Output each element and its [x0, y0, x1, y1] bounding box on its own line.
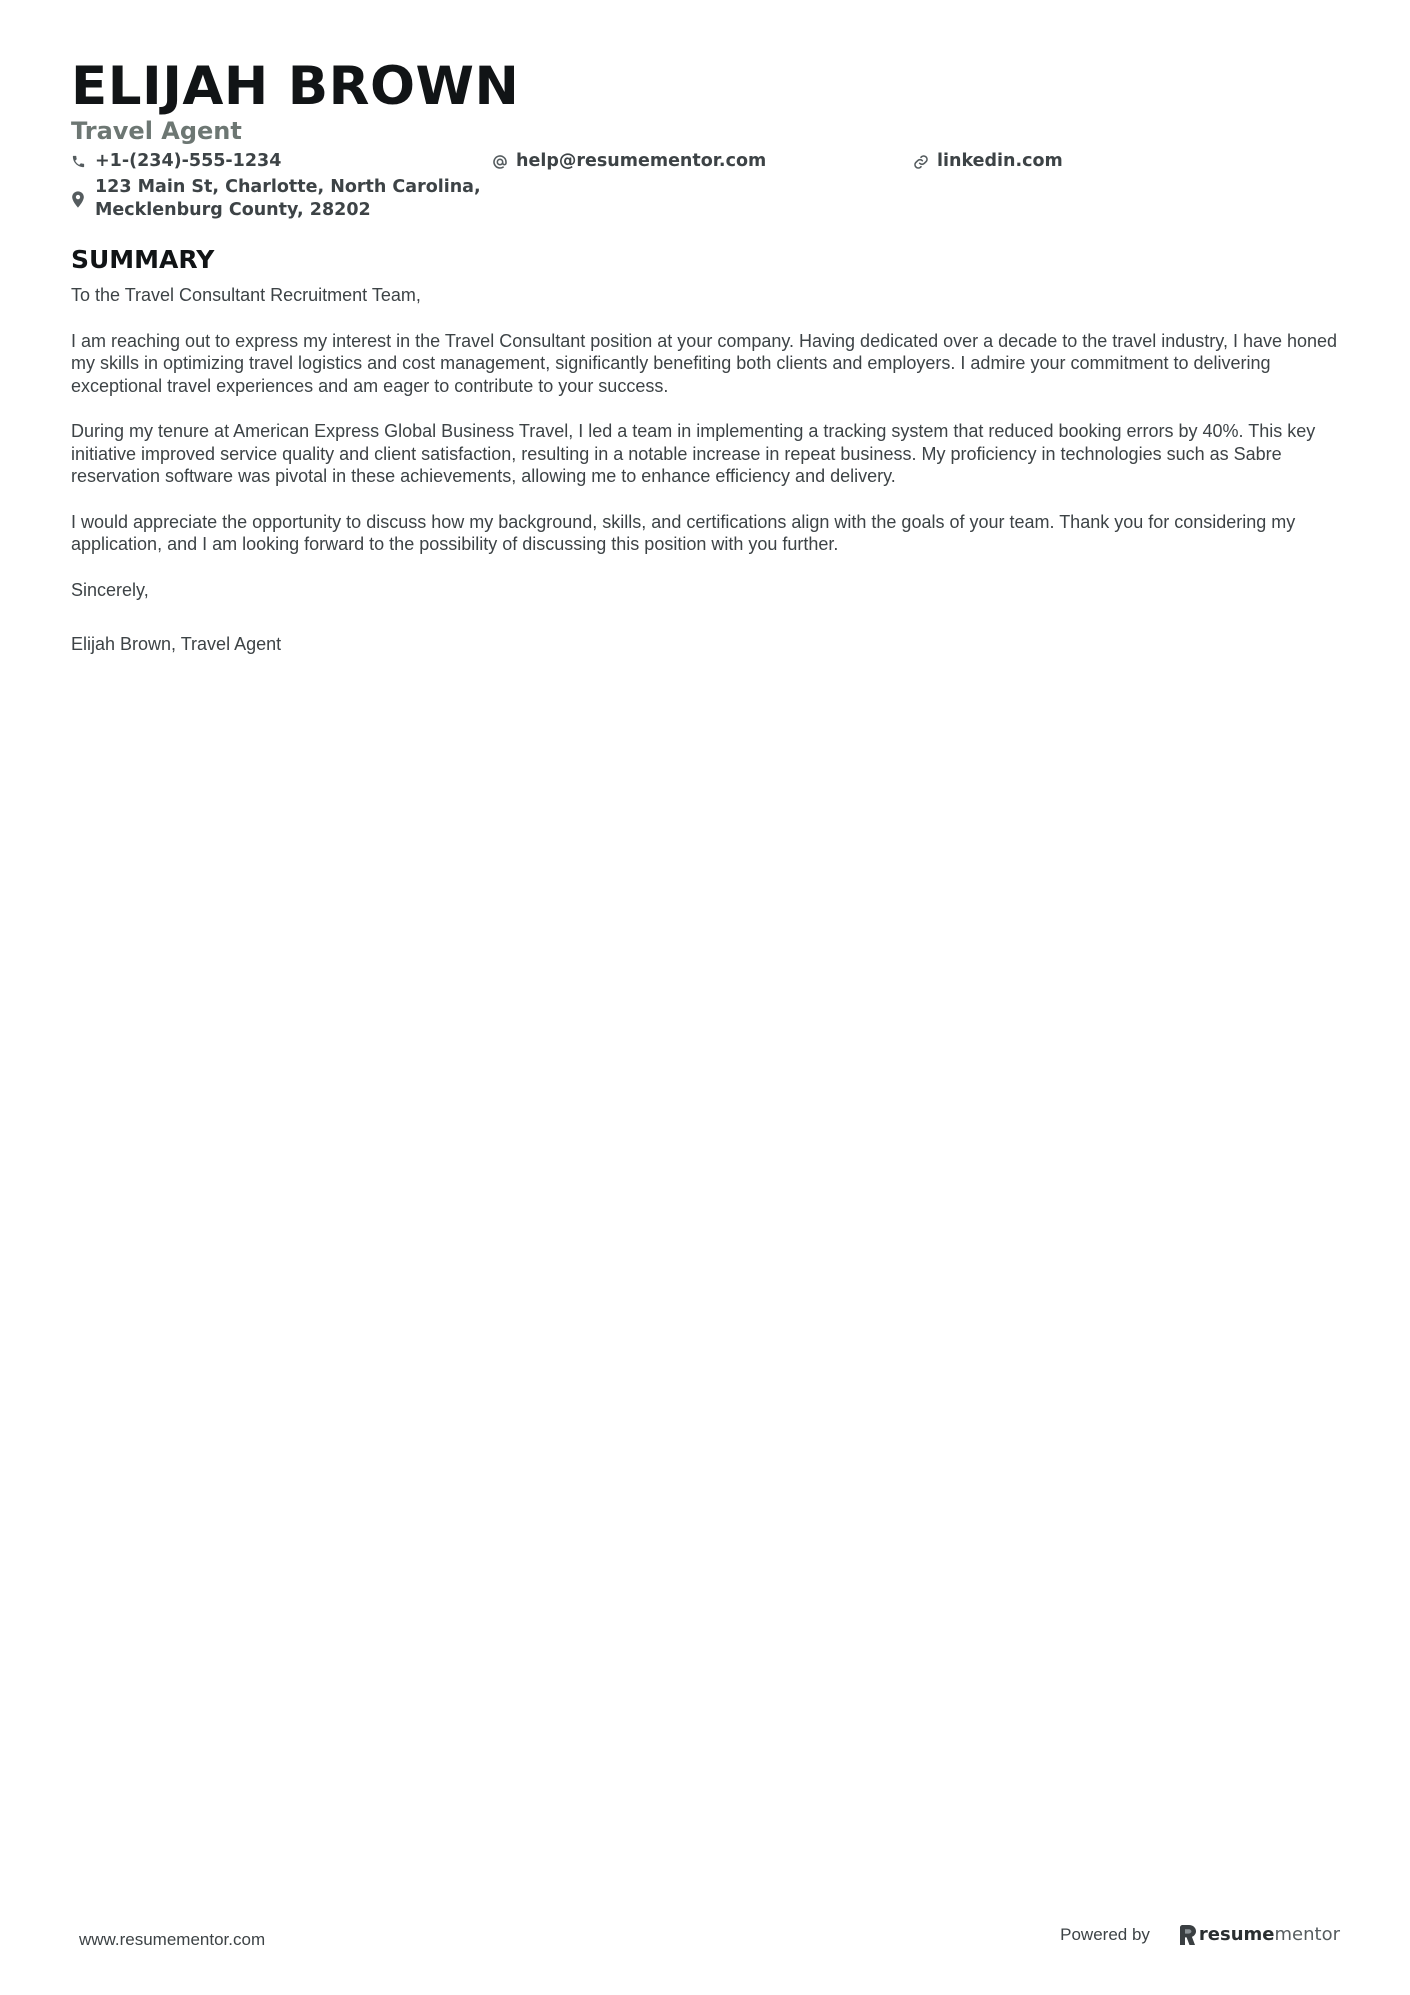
link-icon: [913, 150, 932, 173]
summary-heading: SUMMARY: [71, 245, 215, 274]
letter-paragraph: During my tenure at American Express Global Business Travel, I led a team in implementing a tracking system that reduced booking errors by 40%. This key initiative improved service quality and client satisfaction, resulting in a notable increase in repeat business. My proficiency in technologies such as Sabre reservation software was pivotal in these achievements, allowing me to enhance efficiency and delivery.: [71, 421, 1316, 486]
letter-paragraph: I am reaching out to express my interest in the Travel Consultant position at your company. Having dedicated over a decade to the travel industry, I have honed my skills in optimizing travel logistics and cost management, significantly benefiting both clients and employers. I admire your commitment to delivering exceptional travel experiences and am eager to contribute to your success.: [71, 330, 1338, 396]
footer-website[interactable]: www.resumementor.com: [79, 1930, 266, 1949]
contact-email: [492, 150, 766, 173]
brand-logo[interactable]: [1180, 1924, 1340, 1945]
cover-letter-body: [71, 284, 1341, 679]
website-link[interactable]: linkedin.com: [937, 151, 1063, 171]
at-sign-icon: [492, 150, 511, 173]
contact-website: [913, 150, 1063, 173]
contact-phone: [71, 150, 281, 173]
candidate-name: ELIJAH BROWN: [71, 56, 520, 117]
job-title: Travel Agent: [71, 117, 242, 145]
phone-icon: [71, 150, 90, 173]
phone-number: +1-(234)-555-1234: [95, 151, 282, 171]
powered-by-label: Powered by: [1060, 1924, 1150, 1944]
location-pin-icon: [71, 188, 90, 211]
salutation: To the Travel Consultant Recruitment Team,: [71, 285, 421, 305]
email-address[interactable]: help@resumementor.com: [516, 151, 767, 171]
contact-address: [71, 176, 481, 222]
brand-name-light: mentor: [1274, 1924, 1340, 1945]
footer-powered-by: [1060, 1924, 1340, 1945]
resumementor-logo-icon: [1180, 1925, 1196, 1945]
letter-paragraph: I would appreciate the opportunity to discuss how my background, skills, and certifications align with the goals of your team. Thank you for considering my application, and I am looking forward to the possibility of discussing this position with you further.: [71, 511, 1296, 554]
signature: Elijah Brown, Travel Agent: [71, 634, 282, 654]
closing: Sincerely,: [71, 579, 149, 600]
address-line-2: Mecklenburg County, 28202: [95, 200, 371, 220]
brand-name-bold: resume: [1198, 1924, 1275, 1945]
address-line-1: 123 Main St, Charlotte, North Carolina,: [95, 177, 481, 197]
